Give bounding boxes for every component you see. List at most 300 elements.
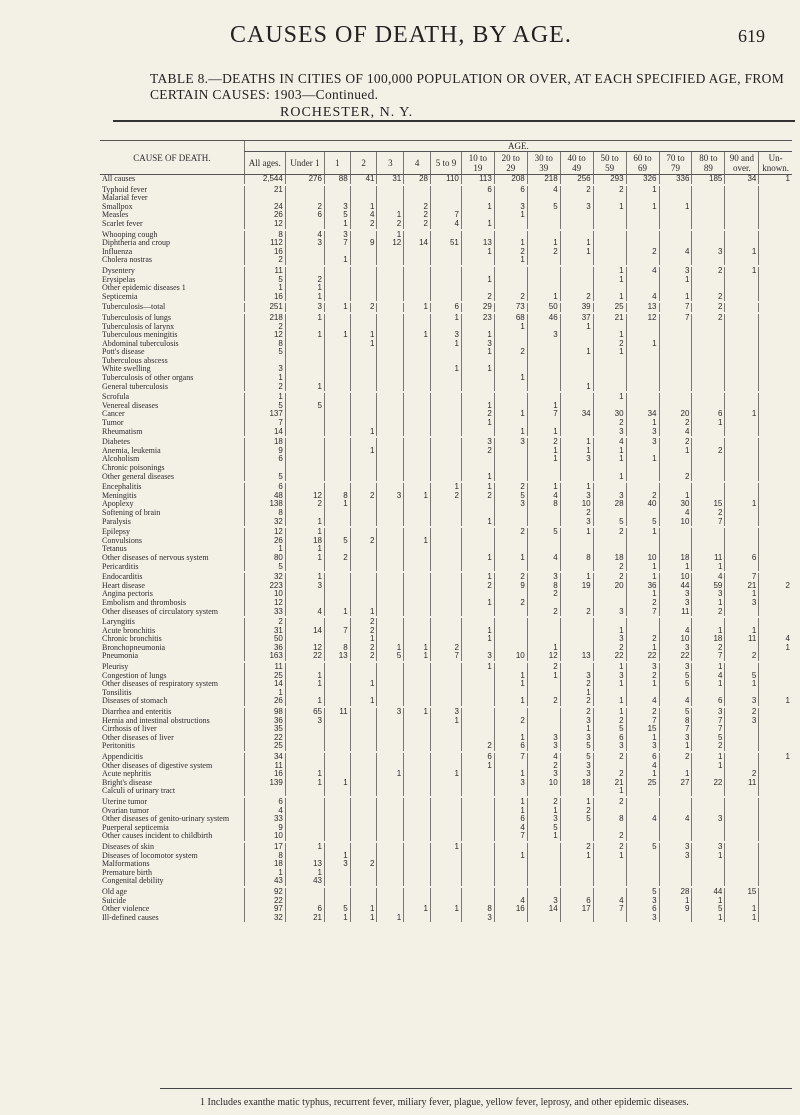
value-cell — [350, 815, 377, 824]
value-cell: 1 — [560, 248, 593, 257]
value-cell — [404, 230, 431, 240]
cause-cell: Pneumonia — [102, 652, 138, 661]
value-cell: 2 — [285, 500, 324, 509]
value-cell — [759, 742, 792, 752]
value-cell — [759, 313, 792, 323]
value-cell: 9 — [350, 239, 377, 248]
value-cell — [431, 897, 462, 906]
value-cell — [404, 734, 431, 743]
value-cell — [494, 787, 527, 797]
value-cell: 1 — [527, 239, 560, 248]
value-cell: 3 — [626, 437, 659, 447]
value-cell: 1 — [350, 447, 377, 456]
value-cell: 2 — [626, 672, 659, 681]
value-cell: 3 — [285, 582, 324, 591]
value-cell — [404, 824, 431, 833]
value-cell: 4 — [285, 608, 324, 618]
value-cell — [461, 563, 494, 573]
table-row — [100, 590, 792, 599]
value-cell — [527, 230, 560, 240]
value-cell: 2 — [324, 554, 350, 563]
value-cell: 1 — [285, 331, 324, 340]
value-cell — [759, 717, 792, 726]
value-cell — [692, 492, 725, 501]
value-cell — [659, 383, 692, 393]
value-cell: 8 — [593, 815, 626, 824]
value-cell — [725, 869, 759, 878]
value-cell: 5 — [285, 402, 324, 411]
value-cell: 14 — [244, 428, 285, 438]
value-cell — [404, 842, 431, 852]
value-cell — [725, 447, 759, 456]
value-cell: 218 — [244, 313, 285, 323]
value-cell: 5 — [244, 348, 285, 357]
value-cell: 2 — [350, 537, 377, 546]
value-cell — [431, 248, 462, 257]
value-cell — [759, 185, 792, 195]
value-cell — [626, 537, 659, 546]
table-row — [100, 293, 792, 303]
value-cell — [725, 797, 759, 807]
value-cell: 6 — [244, 455, 285, 464]
value-cell: 2 — [659, 437, 692, 447]
value-cell: 1 — [593, 348, 626, 357]
value-cell — [431, 563, 462, 573]
value-cell — [759, 707, 792, 717]
value-cell: 1 — [404, 537, 431, 546]
value-cell — [725, 509, 759, 518]
value-cell: 1 — [244, 689, 285, 698]
value-cell — [759, 563, 792, 573]
value-cell — [404, 635, 431, 644]
value-cell: 2 — [692, 313, 725, 323]
value-cell — [659, 527, 692, 537]
value-cell — [285, 256, 324, 266]
value-cell — [494, 284, 527, 293]
value-cell: 7 — [692, 518, 725, 528]
value-cell — [725, 340, 759, 349]
value-cell: 1 — [285, 697, 324, 707]
cause-cell: Other epidemic diseases 1 — [102, 284, 186, 293]
value-cell — [560, 644, 593, 653]
value-cell — [377, 842, 404, 852]
value-cell: 2 — [626, 492, 659, 501]
value-cell: 2 — [560, 509, 593, 518]
value-cell — [759, 284, 792, 293]
value-cell — [285, 662, 324, 672]
value-cell — [350, 455, 377, 464]
value-cell — [431, 627, 462, 636]
value-cell — [725, 276, 759, 285]
value-cell — [285, 374, 324, 383]
cause-cell: Diseases of stomach — [102, 697, 168, 706]
value-cell: 326 — [626, 175, 659, 185]
value-cell: 4 — [431, 220, 462, 230]
value-cell: 2 — [593, 563, 626, 573]
value-cell: 4 — [659, 815, 692, 824]
value-cell: 3 — [324, 230, 350, 240]
value-cell: 2 — [593, 644, 626, 653]
value-cell: 5 — [244, 402, 285, 411]
cause-cell: Chronic bronchitis — [102, 635, 162, 644]
value-cell: 23 — [461, 313, 494, 323]
value-cell — [377, 563, 404, 573]
value-cell: 1 — [725, 627, 759, 636]
value-cell: 36 — [244, 717, 285, 726]
value-cell: 4 — [659, 248, 692, 257]
value-cell — [560, 256, 593, 266]
value-cell: 1 — [527, 293, 560, 303]
value-cell — [725, 734, 759, 743]
value-cell — [404, 627, 431, 636]
value-cell: 8 — [461, 905, 494, 914]
value-cell: 3 — [494, 779, 527, 788]
value-cell: 3 — [527, 815, 560, 824]
value-cell — [404, 410, 431, 419]
value-cell — [692, 787, 725, 797]
value-cell: 5 — [494, 492, 527, 501]
value-cell: 65 — [285, 707, 324, 717]
value-cell — [285, 590, 324, 599]
value-cell — [461, 428, 494, 438]
value-cell: 7 — [692, 652, 725, 662]
value-cell — [560, 331, 593, 340]
value-cell: 12 — [377, 239, 404, 248]
value-cell — [431, 725, 462, 734]
value-cell — [324, 672, 350, 681]
value-cell — [377, 323, 404, 332]
value-cell — [593, 230, 626, 240]
value-cell — [759, 617, 792, 627]
value-cell: 2,544 — [244, 175, 285, 185]
value-cell: 1 — [626, 644, 659, 653]
value-cell — [659, 220, 692, 230]
value-cell — [725, 877, 759, 887]
value-cell — [431, 203, 462, 212]
value-cell: 1 — [560, 447, 593, 456]
value-cell — [494, 331, 527, 340]
value-cell — [725, 527, 759, 537]
value-cell — [593, 284, 626, 293]
value-cell: 2 — [244, 323, 285, 332]
value-cell: 7 — [527, 410, 560, 419]
value-cell — [560, 545, 593, 554]
value-cell: 1 — [494, 374, 527, 383]
value-cell — [626, 464, 659, 473]
value-cell — [527, 266, 560, 276]
value-cell — [759, 869, 792, 878]
column-header: 80 to 89 — [692, 152, 725, 175]
value-cell: 251 — [244, 302, 285, 313]
value-cell — [692, 340, 725, 349]
value-cell — [377, 473, 404, 483]
value-cell — [431, 662, 462, 672]
value-cell — [404, 680, 431, 689]
value-cell: 2 — [350, 302, 377, 313]
value-cell: 2 — [692, 608, 725, 618]
cause-cell: Cholera nostras — [102, 256, 152, 265]
value-cell — [244, 464, 285, 473]
value-cell: 4 — [494, 897, 527, 906]
value-cell — [593, 617, 626, 627]
value-cell — [759, 464, 792, 473]
value-cell — [593, 383, 626, 393]
value-cell — [404, 887, 431, 897]
value-cell — [324, 572, 350, 582]
value-cell: 97 — [244, 905, 285, 914]
value-cell — [350, 437, 377, 447]
value-cell — [725, 824, 759, 833]
value-cell: 21 — [593, 313, 626, 323]
value-cell — [431, 500, 462, 509]
value-cell — [285, 852, 324, 861]
value-cell — [560, 627, 593, 636]
value-cell — [560, 869, 593, 878]
value-cell — [377, 608, 404, 618]
value-cell — [404, 807, 431, 816]
value-cell: 36 — [244, 644, 285, 653]
cause-cell: Congestion of lungs — [102, 671, 167, 680]
value-cell — [324, 464, 350, 473]
value-cell: 25 — [626, 779, 659, 788]
value-cell: 7 — [324, 627, 350, 636]
value-cell: 1 — [560, 572, 593, 582]
value-cell — [692, 276, 725, 285]
value-cell: 2 — [759, 582, 792, 591]
value-cell: 1 — [431, 340, 462, 349]
value-cell — [759, 734, 792, 743]
value-cell: 39 — [560, 302, 593, 313]
value-cell — [692, 256, 725, 266]
cause-cell: Ovarian tumor — [102, 806, 149, 815]
value-cell — [461, 680, 494, 689]
cause-cell: Suicide — [102, 896, 126, 905]
value-cell: 1 — [350, 340, 377, 349]
value-cell: 1 — [285, 869, 324, 878]
value-cell: 6 — [244, 797, 285, 807]
value-cell — [244, 194, 285, 203]
value-cell — [377, 194, 404, 203]
value-cell — [431, 608, 462, 618]
value-cell: 1 — [659, 742, 692, 752]
value-cell — [350, 266, 377, 276]
column-header: Under 1 — [285, 152, 324, 175]
value-cell: 2 — [404, 211, 431, 220]
value-cell — [350, 509, 377, 518]
value-cell: 137 — [244, 410, 285, 419]
value-cell: 1 — [527, 644, 560, 653]
value-cell: 11 — [244, 762, 285, 771]
value-cell — [431, 734, 462, 743]
value-cell — [527, 617, 560, 627]
value-cell — [431, 383, 462, 393]
value-cell — [527, 537, 560, 546]
cause-cell: Bronchopneumonia — [102, 643, 166, 652]
value-cell — [404, 717, 431, 726]
value-cell: 3 — [725, 717, 759, 726]
value-cell: 3 — [593, 428, 626, 438]
table-row — [100, 419, 792, 428]
value-cell: 3 — [593, 492, 626, 501]
cause-cell: Tetanus — [102, 545, 127, 554]
value-cell — [324, 590, 350, 599]
value-cell: 1 — [461, 635, 494, 644]
value-cell — [324, 527, 350, 537]
value-cell — [324, 582, 350, 591]
value-cell — [560, 787, 593, 797]
value-cell — [350, 293, 377, 303]
value-cell — [285, 455, 324, 464]
value-cell: 1 — [431, 482, 462, 492]
value-cell: 3 — [626, 897, 659, 906]
value-cell: 1 — [692, 599, 725, 608]
value-cell: 2 — [461, 293, 494, 303]
value-cell — [377, 365, 404, 374]
value-cell — [461, 266, 494, 276]
value-cell: 3 — [527, 770, 560, 779]
value-cell: 1 — [560, 348, 593, 357]
value-cell: 6 — [461, 185, 494, 195]
value-cell: 1 — [461, 203, 494, 212]
value-cell — [725, 815, 759, 824]
value-cell — [377, 897, 404, 906]
value-cell: 1 — [725, 266, 759, 276]
column-header: 90 and over. — [725, 152, 759, 175]
table-row — [100, 787, 792, 797]
value-cell: 6 — [494, 185, 527, 195]
value-cell: 24 — [244, 203, 285, 212]
value-cell: 1 — [593, 392, 626, 402]
value-cell — [285, 509, 324, 518]
value-cell: 15 — [692, 500, 725, 509]
value-cell — [527, 887, 560, 897]
table-row — [100, 473, 792, 483]
value-cell: 2 — [527, 590, 560, 599]
value-cell: 1 — [431, 717, 462, 726]
value-cell — [527, 211, 560, 220]
value-cell — [350, 194, 377, 203]
value-cell — [404, 877, 431, 887]
value-cell — [285, 348, 324, 357]
value-cell — [494, 402, 527, 411]
value-cell — [377, 779, 404, 788]
value-cell: 10 — [244, 832, 285, 842]
value-cell — [350, 877, 377, 887]
value-cell — [626, 402, 659, 411]
value-cell: 4 — [350, 211, 377, 220]
value-cell: 5 — [527, 203, 560, 212]
value-cell — [285, 752, 324, 762]
value-cell — [725, 357, 759, 366]
value-cell — [759, 897, 792, 906]
value-cell: 1 — [560, 689, 593, 698]
value-cell: 2 — [494, 599, 527, 608]
value-cell — [494, 392, 527, 402]
value-cell — [593, 914, 626, 923]
value-cell — [494, 887, 527, 897]
value-cell — [377, 340, 404, 349]
value-cell — [285, 762, 324, 771]
value-cell: 3 — [461, 340, 494, 349]
table-row — [100, 455, 792, 464]
value-cell — [759, 887, 792, 897]
value-cell — [431, 537, 462, 546]
value-cell: 10 — [659, 518, 692, 528]
value-cell — [692, 832, 725, 842]
column-header: 30 to 39 — [527, 152, 560, 175]
table-row — [100, 563, 792, 573]
cause-cell: Pericarditis — [102, 562, 139, 571]
value-cell: 33 — [244, 815, 285, 824]
value-cell — [527, 365, 560, 374]
header-rule — [113, 120, 795, 122]
value-cell: 2 — [244, 383, 285, 393]
value-cell — [494, 608, 527, 618]
table-row — [100, 365, 792, 374]
value-cell — [759, 787, 792, 797]
value-cell — [404, 815, 431, 824]
value-cell: 1 — [431, 842, 462, 852]
value-cell — [725, 608, 759, 618]
value-cell — [285, 410, 324, 419]
value-cell: 1 — [461, 627, 494, 636]
cause-cell: Diseases of skin — [102, 841, 154, 851]
cause-cell: Uterine tumor — [102, 796, 148, 806]
value-cell: 1 — [494, 554, 527, 563]
value-cell — [324, 770, 350, 779]
value-cell — [725, 537, 759, 546]
value-cell — [626, 689, 659, 698]
value-cell — [626, 284, 659, 293]
value-cell: 3 — [560, 455, 593, 464]
value-cell: 14 — [527, 905, 560, 914]
value-cell: 1 — [324, 220, 350, 230]
value-cell — [527, 374, 560, 383]
value-cell — [431, 518, 462, 528]
value-cell — [759, 608, 792, 618]
cause-cell: Septicemia — [102, 292, 138, 301]
value-cell — [431, 554, 462, 563]
value-cell — [377, 392, 404, 402]
column-header: Un-known. — [759, 152, 792, 175]
value-cell: 8 — [324, 644, 350, 653]
table-row — [100, 608, 792, 618]
value-cell: 1 — [560, 482, 593, 492]
cause-cell: Other violence — [102, 905, 150, 914]
value-cell — [404, 527, 431, 537]
value-cell: 14 — [285, 627, 324, 636]
value-cell — [350, 185, 377, 195]
value-cell — [494, 276, 527, 285]
value-cell: 1 — [593, 447, 626, 456]
value-cell — [759, 527, 792, 537]
value-cell: 18 — [593, 554, 626, 563]
value-cell: 3 — [692, 707, 725, 717]
value-cell: 5 — [593, 518, 626, 528]
value-cell — [324, 815, 350, 824]
value-cell: 7 — [431, 652, 462, 662]
table-row — [100, 348, 792, 357]
value-cell — [461, 707, 494, 717]
value-cell — [324, 877, 350, 887]
value-cell — [527, 464, 560, 473]
value-cell: 1 — [404, 302, 431, 313]
cause-cell: Typhoid fever — [102, 184, 147, 194]
value-cell — [593, 220, 626, 230]
value-cell: 1 — [759, 697, 792, 707]
value-cell — [324, 842, 350, 852]
value-cell: 1 — [725, 680, 759, 689]
